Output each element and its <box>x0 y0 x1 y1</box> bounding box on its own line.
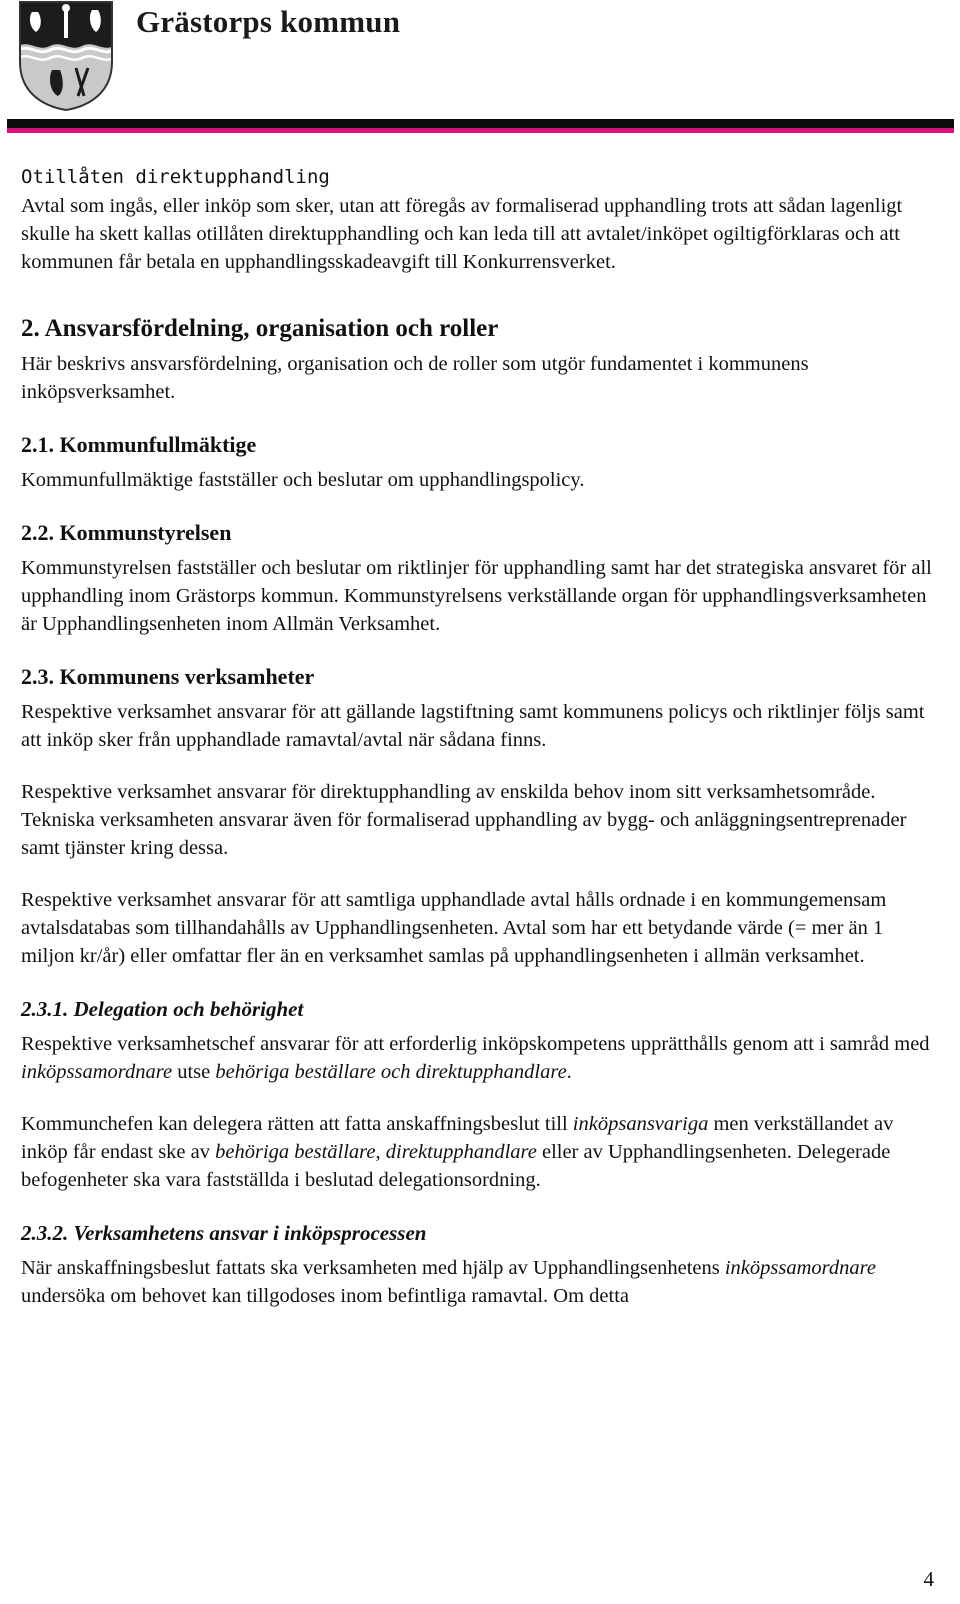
italic-term: behöriga beställare och direktupphandlare <box>215 1061 567 1083</box>
heading-2: 2. Ansvarsfördelning, organisation och roller <box>21 315 499 342</box>
italic-term: direktupphandlare <box>385 1141 537 1163</box>
text-run: Kommunchefen kan delegera rätten att fatta anskaffningsbeslut till <box>21 1113 573 1135</box>
italic-term: inköpsansvariga <box>572 1113 709 1135</box>
paragraph-2-3-a: Respektive verksamhet ansvarar för att gällande lagstiftning samt kommunens policys och riktlinjer följs samt att inköp sker från upphandlade ramavtal/avtal när sådana finns. <box>21 701 925 751</box>
municipality-name: Grästorps kommun <box>136 4 401 39</box>
text-run: , <box>375 1141 386 1163</box>
page-number: 4 <box>923 1567 934 1591</box>
header-divider <box>7 119 954 133</box>
text-run: undersöka om behovet kan tillgodoses inom befintliga ramavtal. Om detta <box>21 1285 630 1307</box>
text-run: eller av Upphandlingsenheten. Delegerade befogenheter ska vara fastställda i beslutad delegationsordning. <box>21 1141 891 1191</box>
paragraph-otillaten: Avtal som ingås, eller inköp som sker, utan att föregås av formaliserad upphandling trots att sådan lagenligt skulle ha skett kallas otillåten direktupphandling och kan leda till att avtalet/inköpet ogiltigförklaras och att kommunen får betala en upphandlingsskadeavgift till Konkurrensverket. <box>21 195 903 273</box>
paragraph-2: Här beskrivs ansvarsfördelning, organisation och de roller som utgör fundamentet i kommunens inköpsverksamhet. <box>21 353 809 403</box>
text-run: utse <box>172 1061 216 1083</box>
paragraph-2-3-b: Respektive verksamhet ansvarar för direktupphandling av enskilda behov inom sitt verksamhetsområde. Tekniska verksamheten ansvarar även för formaliserad upphandling av bygg- och anläggningsentreprenader samt tjänster kring dessa. <box>21 781 907 859</box>
paragraph-2-3-1-a <box>21 1030 941 1086</box>
text-run: När anskaffningsbeslut fattats ska verksamheten med hjälp av Upphandlingsenhetens <box>21 1257 725 1279</box>
paragraph-2-3-2 <box>21 1254 941 1310</box>
header-divider-black <box>7 119 954 128</box>
page-header <box>0 0 960 140</box>
heading-2-1: 2.1. Kommunfullmäktige <box>21 432 257 457</box>
italic-term: inköpssamordnare <box>724 1257 876 1279</box>
document-body <box>21 162 941 1310</box>
text-run: Respektive verksamhetschef ansvarar för att erforderlig inköpskompetens upprätthålls genom att i samråd med <box>21 1033 930 1055</box>
paragraph-2-3-c: Respektive verksamhet ansvarar för att samtliga upphandlade avtal hålls ordnade i en kommungemensam avtalsdatabas som tillhandahålls av Upphandlingsenheten. Avtal som har ett betydande värde (= mer än 1 miljon kr/år) eller omfattar fler än en verksamhet samlas på upphandlingsenheten i allmän verksamhet. <box>21 889 887 967</box>
coat-of-arms-logo <box>18 0 114 112</box>
text-run: . <box>566 1061 572 1083</box>
heading-2-2: 2.2. Kommunstyrelsen <box>21 520 232 545</box>
paragraph-2-3-1-b <box>21 1110 941 1194</box>
text-run: men verkställandet av inköp får endast ske av <box>21 1113 894 1163</box>
heading-2-3: 2.3. Kommunens verksamheter <box>21 664 315 689</box>
italic-term: inköpssamordnare <box>21 1061 173 1083</box>
section-title-otillaten: Otillåten direktupphandling <box>21 166 330 188</box>
paragraph-2-2: Kommunstyrelsen fastställer och beslutar om riktlinjer för upphandling samt har det strategiska ansvaret för all upphandling inom Grästorps kommun. Kommunstyrelsens verkställande organ för upphandlingsverksamheten är Upphandlingsenheten inom Allmän Verksamhet. <box>21 557 932 635</box>
italic-term: behöriga beställare <box>215 1141 376 1163</box>
paragraph-2-1: Kommunfullmäktige fastställer och beslutar om upphandlingspolicy. <box>21 469 585 491</box>
heading-2-3-2: 2.3.2. Verksamhetens ansvar i inköpsprocessen <box>21 1221 427 1245</box>
header-divider-pink <box>7 128 954 133</box>
heading-2-3-1: 2.3.1. Delegation och behörighet <box>21 997 304 1021</box>
